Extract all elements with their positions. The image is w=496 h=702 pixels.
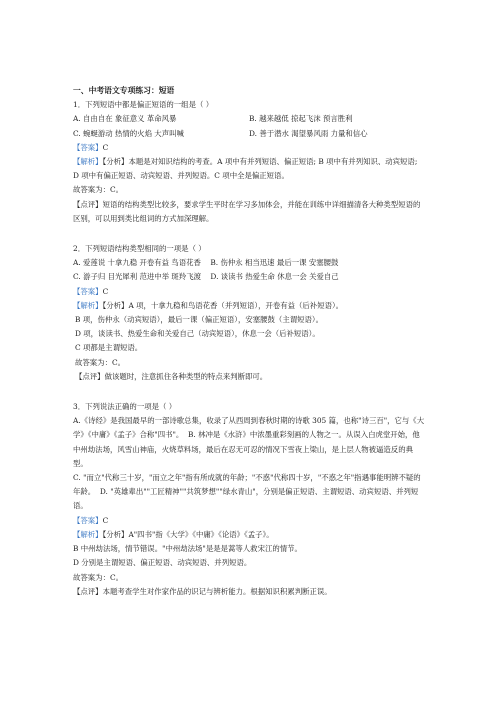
- question-1-option-a: A. 自由自在 象征意义 革命风暴: [73, 114, 177, 124]
- question-2: [73, 242, 425, 384]
- answer-value: C: [102, 286, 109, 296]
- question-2-options-cd: [73, 270, 425, 284]
- question-3-option-d: D. "英雄辈出""工匠精神""共筑梦想""绿水青山"，分别是偏正短语、主谓短语、动宾短语、并列短语。: [73, 487, 419, 511]
- question-2-option-c: C. 游子归 目光犀利 范进中举 斑羚飞渡: [73, 272, 201, 282]
- question-2-comment: 【点评】做该题时，注意抓住各种类型的特点来判断即可。: [75, 371, 268, 381]
- answer-value: C: [102, 515, 109, 525]
- spacer: [73, 226, 425, 242]
- document-page: [73, 84, 425, 599]
- question-2-analysis-c: C 项都是主谓短语。: [75, 343, 143, 353]
- question-1-options-row-1: [73, 112, 425, 126]
- question-2-answer: [73, 285, 425, 299]
- question-2-conclusion: 故答案为：C。: [75, 357, 125, 367]
- question-3-options-cd: [73, 471, 425, 514]
- question-3-options: [73, 414, 425, 471]
- question-3-answer: [73, 514, 425, 528]
- question-2-analysis-d: D 项，谈读书、热爱生命和关爱自己（动宾短语），休息一会（后补短语）。: [75, 329, 320, 339]
- answer-label: 【答案】: [73, 142, 103, 152]
- question-2-option-a: A. 爱莲说 十拿九稳 开卷有益 鸟语花香: [73, 258, 201, 268]
- question-1-analysis: [73, 155, 425, 183]
- question-3-conclusion: 故答案为：C。: [73, 572, 123, 582]
- question-2-option-d: D. 谈读书 热爱生命 休息一会 关爱自己: [210, 272, 339, 282]
- question-1-conclusion: 故答案为：C。: [73, 185, 123, 195]
- question-1-option-d: D. 善于潜水 渴望暴风雨 力量和信心: [249, 128, 368, 138]
- question-1-answer: [73, 141, 425, 155]
- question-1-stem: 1．下列短语中都是偏正短语的一组是（ ）: [73, 100, 214, 110]
- question-3-option-a: A.《诗经》是我国最早的一部诗歌总集，收录了从西周到春秋时期的诗歌 305 篇，也称"诗三百"，它与《大学》《中庸》《孟子》合称"四书"。: [73, 416, 425, 440]
- question-1-option-b: B. 越来越低 掠起飞沫 预言胜利: [249, 114, 353, 124]
- answer-value: C: [102, 142, 109, 152]
- question-1: [73, 98, 425, 226]
- answer-label: 【答案】: [73, 286, 103, 296]
- question-1-comment: 【点评】短语的结构类型比较多，要求学生平时在学习多加体会，并能在训练中详细描清各大种类型短语的区别，可以用到类比组词的方式加深理解。: [73, 199, 421, 223]
- question-3: [73, 400, 425, 599]
- question-3-analysis-b: B 中州劫法场，情节错误。"中州劫法场"是是是蒿等人救宋江的情节。: [73, 544, 302, 554]
- question-1-option-c: C. 蜿蜒游动 热情的火焰 大声叫喊: [73, 128, 184, 138]
- analysis-text: 【分析】A"四书"指《大学》《中庸》《论语》《孟子》。: [102, 529, 274, 539]
- question-3-option-b: B. 林冲是《水浒》中浓墨重彩刻画的人物之一。从误入白虎堂开始，他中州劫法场，风雪山神庙，火烧草料场，最后在忍无可忍的情况下雪夜上梁山，是上层人物被逼造反的典型。: [73, 430, 420, 468]
- question-2-analysis-a: [73, 299, 425, 313]
- analysis-text: 【分析】本题是对知识结构的考查。A 项中有并列短语、偏正短语; B 项中有并列知识、动宾短语; D 项中有偏正短语、动宾短语、并列短语。C 项中全是偏正短语。: [73, 157, 418, 181]
- analysis-text: 【分析】A 项，十拿九稳和鸟语花香（并列短语），开卷有益（后补短语）。: [102, 300, 344, 310]
- question-1-options-row-2: [73, 127, 425, 141]
- question-3-option-c: C. "而立"代称三十岁，"而立之年"指有所成就的年龄；"不惑"代称四十岁，"不惑之年"指遇事能明辨不疑的年龄。: [73, 473, 421, 497]
- question-2-option-b: B. 伤仲永 相当迅速 最后一课 安塞腰鼓: [210, 258, 339, 268]
- analysis-label: 【解析】: [73, 300, 103, 310]
- analysis-label: 【解析】: [73, 529, 103, 539]
- answer-label: 【答案】: [73, 515, 103, 525]
- question-3-analysis-a: [73, 528, 425, 542]
- analysis-label: 【解析】: [73, 157, 103, 167]
- question-2-stem: 2．下列短语结构类型相同的一项是（ ）: [73, 244, 206, 254]
- question-3-stem: 3．下列说法正确的一项是（ ）: [73, 402, 177, 412]
- question-2-options-ab: [73, 256, 425, 270]
- question-2-analysis-b: B 项，伤仲永（动宾短语），最后一课（偏正短语），安塞腰鼓（主谓短语）。: [75, 315, 323, 325]
- question-3-analysis-d: D 分别是主谓短语、偏正短语、动宾短语、并列短语。: [73, 558, 252, 568]
- question-3-comment: 【点评】本题考查学生对作家作品的识记与辨析能力。根据知识积累判断正误。: [73, 586, 332, 596]
- spacer: [73, 384, 425, 400]
- section-heading: 一、中考语文专项练习：短语: [73, 86, 175, 95]
